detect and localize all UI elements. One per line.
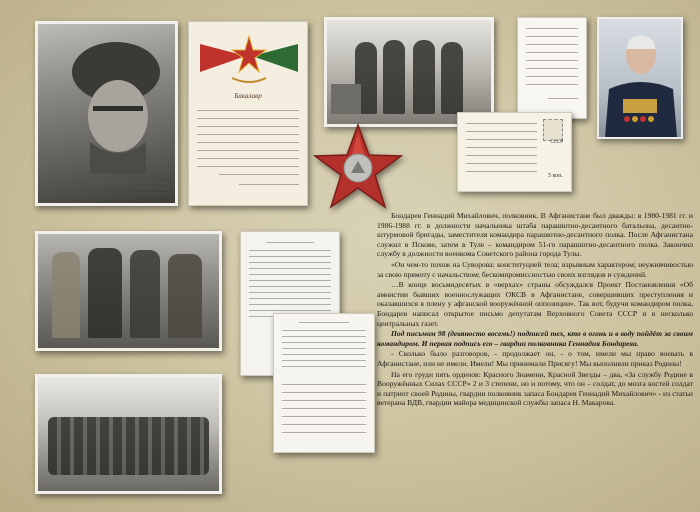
postcard-document [457,112,572,192]
biography-paragraph: Под письмом 98 (девяносто восемь!) подписей тех, кто в огонь и в воду пойдёт за своим командиром. И первая подпись его – гвардии полковника Геннадия Бондарева. [377,329,693,348]
biography-paragraph: - Сколько было разговоров, - продолжает он, - о том, имели мы право воевать в Афганистане, или не имели. Имели! Мы принимали Присягу! Мы выполняли приказ Родины! [377,349,693,368]
biography-paragraph: Бондарев Геннадий Михайлович, полковник. В Афганистане был дважды: в 1980-1981 гг. и 1986-1988 гг. в должности начальника штаба парашютно-десантного батальона, десантно-штурмовой бригады, заместителя командира парашютно-десантного полка. После Афганистана служил в Пскове, затем в Туле – командиром 51-го парашютно-десантного полка. Закончил службу в должности военкома Советского района города Тулы. [377,211,693,259]
large-unit-group-photo [35,374,222,494]
red-star-order-icon [313,123,403,213]
postcard-stamp-label: СССР [550,140,563,145]
flags-emblem-icon [190,30,308,86]
helmet-soldier-illustration [38,24,175,174]
postcard-stamp [543,119,563,141]
certificate-document [188,21,308,206]
colonel-portrait-photo [597,17,683,139]
certificate-title: Бакалавр [234,92,262,100]
typed-letter-page-2 [273,313,375,453]
biography-text [377,211,693,409]
mountain-group-photo [35,231,222,351]
biography-paragraph: На его груди пять орденов: Красного Знамени, Красной Звезды – два, «За службу Родине в Вооружённых Силах СССР» 2 и 3 степени, но и потому, что он – солдат, до мозга костей солдат и патриот своей Родины, гвардии полковник запаса Бондарев Геннадий Михайлович» - из статьи ветерана ВДВ, гвардии майора медицинской службы запаса Н. Макарова. [377,369,693,408]
portrait-helmet-photo [35,21,178,206]
photo-caption [44,183,169,199]
colonel-figure-illustration [599,19,681,137]
postcard-price: 5 коп. [548,173,563,179]
biography-paragraph: …В конце восьмидесятых в «верхах» страны обсуждался Проект Постановления «Об амнистии бывших военнослужащих ОКСВ в Афганистане, совершивших преступления и оказавшихся в плену у афганской вооружённой оппозиции». Так вот, будучи командиром полка, Бондарев написал открытое письмо депутатам Верховного Совета СССР и в несколько центральных газет. [377,280,693,328]
group-photo-vehicle [324,17,494,127]
biography-paragraph: «Он чем-то похож на Суворова: конституцией тела; взрывным характером; неуживчивостью за свою прямоту с начальством; бескомпромиссностью своих взглядов и суждений. [377,259,693,279]
handwritten-note [517,17,587,119]
